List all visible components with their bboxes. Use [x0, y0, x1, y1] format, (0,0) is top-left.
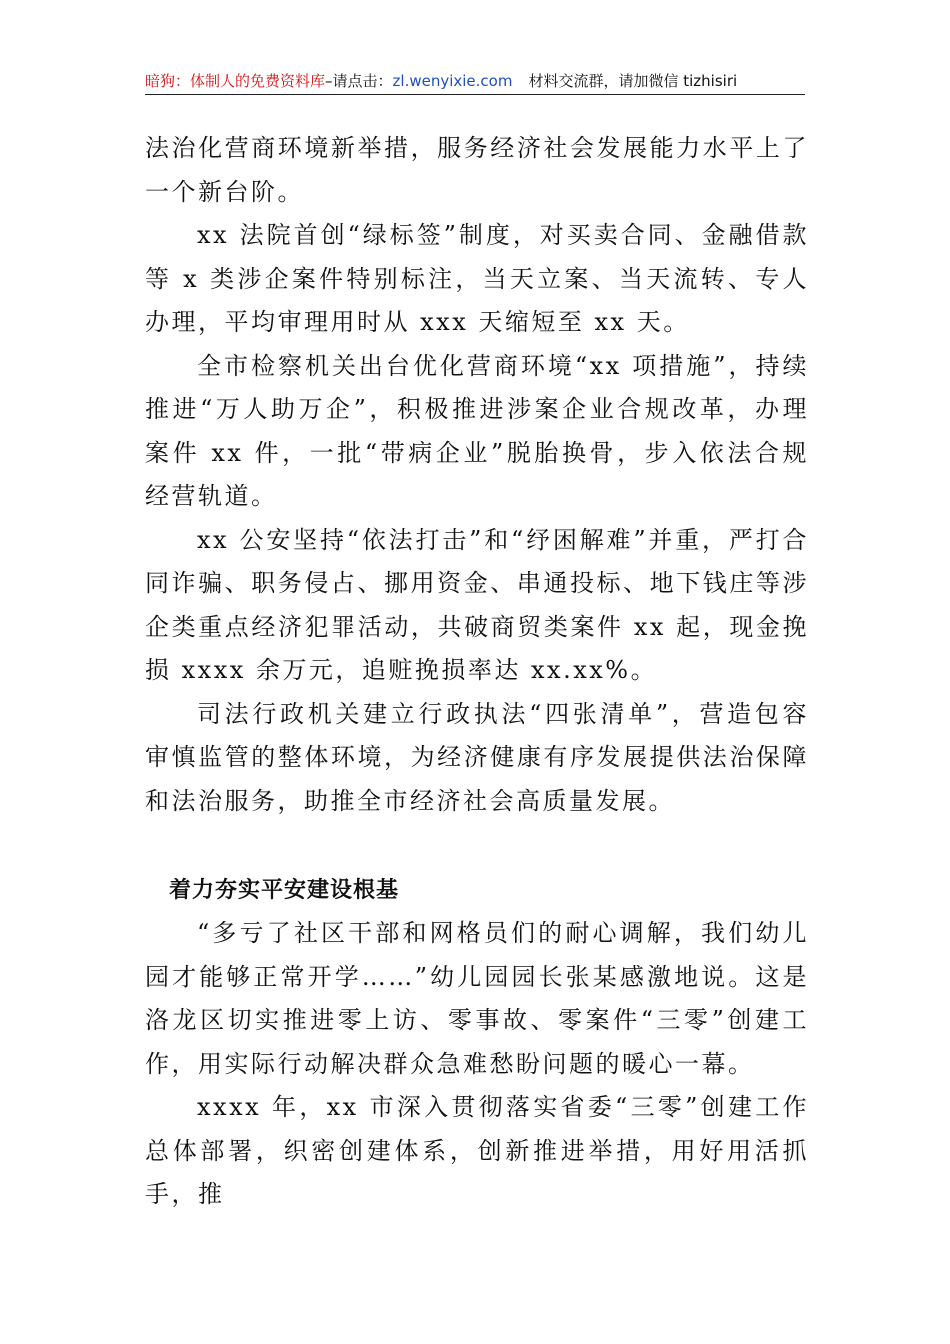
paragraph-kindergarten: “多亏了社区干部和网格员们的耐心调解，我们幼儿园才能够正常开学……”幼儿园园长张某感激地说。这是洛龙区切实推进零上访、零事故、零案件“三零”创建工作，用实际行动解决群众急难愁盼问题的暖心一幕。 [145, 919, 809, 1078]
paragraph-court: xx 法院首创“绿标签”制度，对买卖合同、金融借款等 x 类涉企案件特别标注，当天立案、当天流转、专人办理，平均审理用时从 xxx 天缩短至 xx 天。 [145, 221, 809, 336]
header-site-link[interactable]: zl.wenyixie.com [392, 72, 513, 90]
paragraph-judicial-admin: 司法行政机关建立行政执法“四张清单”，营造包容审慎监管的整体环境，为经济健康有序发展提供法治保障和法治服务，助推全市经济社会高质量发展。 [145, 699, 809, 815]
paragraph-continued: 法治化营商环境新举措，服务经济社会发展能力水平上了一个新台阶。 [145, 134, 809, 206]
paragraph-police: xx 公安坚持“依法打击”和“纾困解难”并重，严打合同诈骗、职务侵占、挪用资金、串通投标、地下钱庄等涉企类重点经济犯罪活动，共破商贸类案件 xx 起，现金挽损 xxxx 余万元，追赃挽损率达 xx.xx%。 [145, 525, 809, 684]
section-heading: 着力夯实平安建设根基 [169, 878, 400, 903]
header-click-prompt: –请点击： [325, 72, 393, 90]
document-body [145, 127, 809, 1217]
paragraph-procuratorate: 全市检察机关出台优化营商环境“xx 项措施”，持续推进“万人助万企”，积极推进涉案企业合规改革，办理案件 xx 件，一批“带病企业”脱胎换骨，步入依法合规经营轨道。 [145, 351, 809, 510]
paragraph-three-zero: xxxx 年，xx 市深入贯彻落实省委“三零”创建工作总体部署，织密创建体系，创新推进举措，用好用活抓手，推 [145, 1093, 809, 1208]
page-header [145, 70, 805, 95]
header-brand: 暗狗：体制人的免费资料库 [145, 72, 326, 90]
header-contact: 材料交流群，请加微信 tizhisiri [528, 72, 738, 90]
